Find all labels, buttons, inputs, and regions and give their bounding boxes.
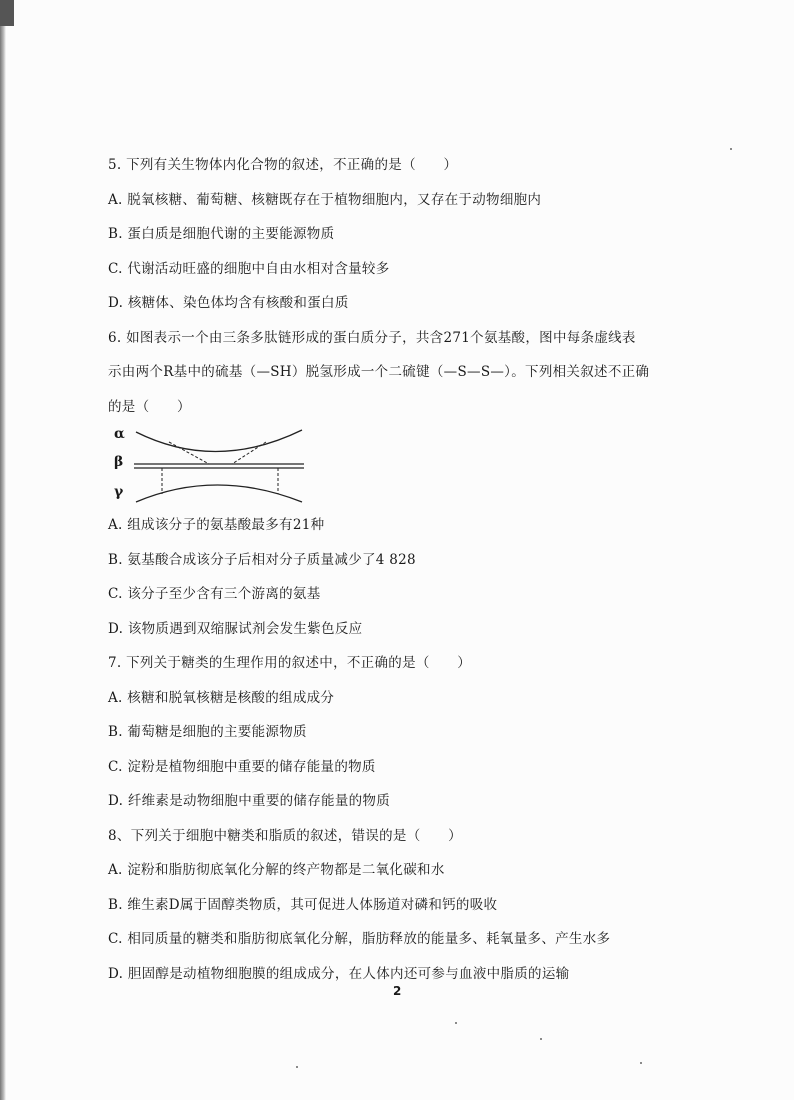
- page-number: 2: [393, 984, 402, 998]
- question-5-stem: 5. 下列有关生物体内化合物的叙述，不正确的是（ ）: [108, 157, 458, 173]
- question-7-stem: 7. 下列关于糖类的生理作用的叙述中，不正确的是（ ）: [108, 655, 472, 671]
- question-8-option-d: D. 胆固醇是动植物细胞膜的组成成分，在人体内还可参与血液中脂质的运输: [108, 965, 570, 982]
- scan-speck: [455, 1022, 457, 1024]
- question-6-stem-line-1: 6. 如图表示一个由三条多肽链形成的蛋白质分子，共含271个氨基酸，图中每条虚线表: [108, 329, 636, 346]
- beta-chain-label: β: [114, 454, 124, 470]
- question-6-option-d: D. 该物质遇到双缩脲试剂会发生紫色反应: [108, 620, 363, 637]
- alpha-chain: [136, 430, 302, 452]
- question-6-option-a: A. 组成该分子的氨基酸最多有21种: [108, 517, 325, 533]
- disulfide-bond-1: [169, 442, 209, 464]
- question-8-stem: 8、下列关于细胞中糖类和脂质的叙述，错误的是（ ）: [108, 827, 462, 844]
- question-6-option-b: B. 氨基酸合成该分子后相对分子质量减少了4 828: [108, 551, 416, 568]
- question-5-option-a: A. 脱氧核糖、葡萄糖、核糖既存在于植物细胞内，又存在于动物细胞内: [108, 191, 542, 208]
- question-5-option-d: D. 核糖体、染色体均含有核酸和蛋白质: [108, 295, 349, 311]
- gamma-chain-label: γ: [114, 484, 124, 500]
- question-7-option-c: C. 淀粉是植物细胞中重要的储存能量的物质: [108, 758, 376, 775]
- protein-chain-figure: [114, 424, 314, 506]
- question-8-option-b: B. 维生素D属于固醇类物质，其可促进人体肠道对磷和钙的吸收: [108, 896, 498, 913]
- question-7-option-b: B. 葡萄糖是细胞的主要能源物质: [108, 724, 307, 740]
- question-6-option-c: C. 该分子至少含有三个游离的氨基: [108, 586, 321, 602]
- scan-edge: [0, 0, 6, 1100]
- scan-speck: [296, 1066, 298, 1068]
- question-8-option-a: A. 淀粉和脂肪彻底氧化分解的终产物都是二氧化碳和水: [108, 862, 445, 878]
- question-8-option-c: C. 相同质量的糖类和脂肪彻底氧化分解，脂肪释放的能量多、耗氧量多、产生水多: [108, 931, 611, 947]
- gamma-chain: [136, 485, 302, 502]
- question-5-option-b: B. 蛋白质是细胞代谢的主要能源物质: [108, 226, 335, 242]
- question-5-option-c: C. 代谢活动旺盛的细胞中自由水相对含量较多: [108, 260, 390, 277]
- disulfide-bond-2: [232, 442, 266, 464]
- scan-speck: [640, 1062, 642, 1064]
- question-6-stem-line-2: 示由两个R基中的硫基（—SH）脱氢形成一个二硫键（—S—S—）。下列相关叙述不正确: [108, 364, 650, 380]
- scan-speck: [730, 148, 732, 150]
- question-6-stem-line-3: 的是（ ）: [108, 398, 191, 415]
- polypeptide-chains-diagram: [114, 424, 314, 506]
- question-7-option-a: A. 核糖和脱氧核糖是核酸的组成成分: [108, 689, 335, 706]
- alpha-chain-label: α: [114, 426, 126, 442]
- question-7-option-d: D. 纤维素是动物细胞中重要的储存能量的物质: [108, 793, 391, 809]
- question-content: [108, 148, 708, 991]
- scan-corner-mark: [0, 0, 14, 26]
- scan-speck: [540, 1038, 542, 1040]
